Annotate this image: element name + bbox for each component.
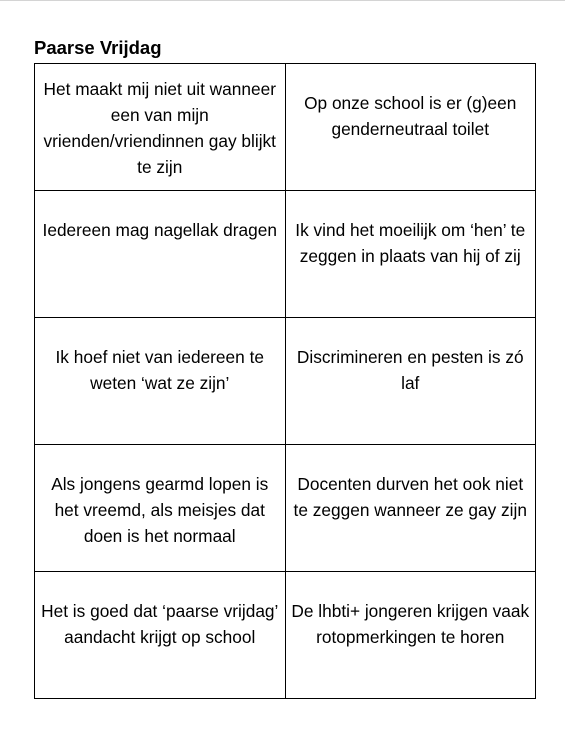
table-row xyxy=(35,445,536,572)
statement-card xyxy=(285,64,536,191)
page-top-border xyxy=(0,0,565,1)
statement-text: Het maakt mij niet uit wanneer een van mijn vrienden/vriendinnen gay blijkt te zijn xyxy=(43,79,276,177)
statement-card xyxy=(35,572,286,699)
table-row xyxy=(35,572,536,699)
statement-text: Ik vind het moeilijk om ‘hen’ te zeggen in plaats van hij of zij xyxy=(295,220,526,266)
statement-card xyxy=(285,445,536,572)
table-row xyxy=(35,318,536,445)
statement-text: Ik hoef niet van iedereen te weten ‘wat ze zijn’ xyxy=(55,347,264,393)
table-row xyxy=(35,64,536,191)
statement-grid xyxy=(34,63,536,699)
statement-card xyxy=(285,191,536,318)
table-row xyxy=(35,191,536,318)
statement-card xyxy=(285,318,536,445)
statement-text: Discrimineren en pesten is zó laf xyxy=(296,347,524,393)
statement-card xyxy=(35,64,286,191)
statement-text: Het is goed dat ‘paarse vrijdag’ aandacht krijgt op school xyxy=(41,601,279,647)
statement-text: Iedereen mag nagellak dragen xyxy=(42,220,277,240)
statement-text: De lhbti+ jongeren krijgen vaak rotopmerkingen te horen xyxy=(291,601,530,647)
page-title: Paarse Vrijdag xyxy=(34,37,162,58)
statement-text: Als jongens gearmd lopen is het vreemd, als meisjes dat doen is het normaal xyxy=(51,474,269,546)
statement-text: Op onze school is er (g)een genderneutraal toilet xyxy=(304,93,517,139)
statement-card xyxy=(285,572,536,699)
statement-card xyxy=(35,191,286,318)
statement-text: Docenten durven het ook niet te zeggen wanneer ze gay zijn xyxy=(293,474,527,520)
statement-card xyxy=(35,445,286,572)
statement-card xyxy=(35,318,286,445)
